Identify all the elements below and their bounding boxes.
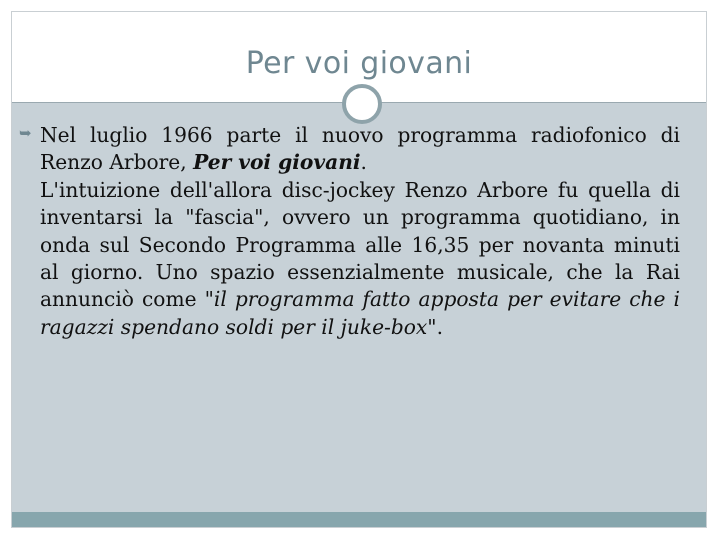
paragraph-2-text: L'intuizione dell'allora disc-jockey Renzo Arbore fu quella di inventarsi la "fascia", ovvero un programma quotidiano, in onda sul Secondo Programma alle 16,35 per novanta minuti al giorno. Uno spazio essenzialmente musicale, che la Rai annunciò come: [40, 177, 680, 312]
circle-ornament: [342, 84, 382, 124]
paragraph-1-end: .: [360, 150, 367, 175]
paragraph-1-text: Nel luglio 1966 parte il nuovo programma radiofonico di Renzo Arbore,: [40, 123, 680, 175]
rai-quote: "il programma fatto apposta per evitare che i ragazzi spendano soldi per il juke-box": [40, 287, 680, 339]
slide-title: Per voi giovani: [245, 46, 473, 81]
slide-body: [19, 122, 680, 341]
curved-arrow-bullet-icon: ➥: [19, 124, 32, 142]
paragraph-2-end: .: [436, 314, 444, 339]
footer-bar: [12, 512, 706, 527]
program-title-emphasis: Per voi giovani: [193, 150, 361, 175]
